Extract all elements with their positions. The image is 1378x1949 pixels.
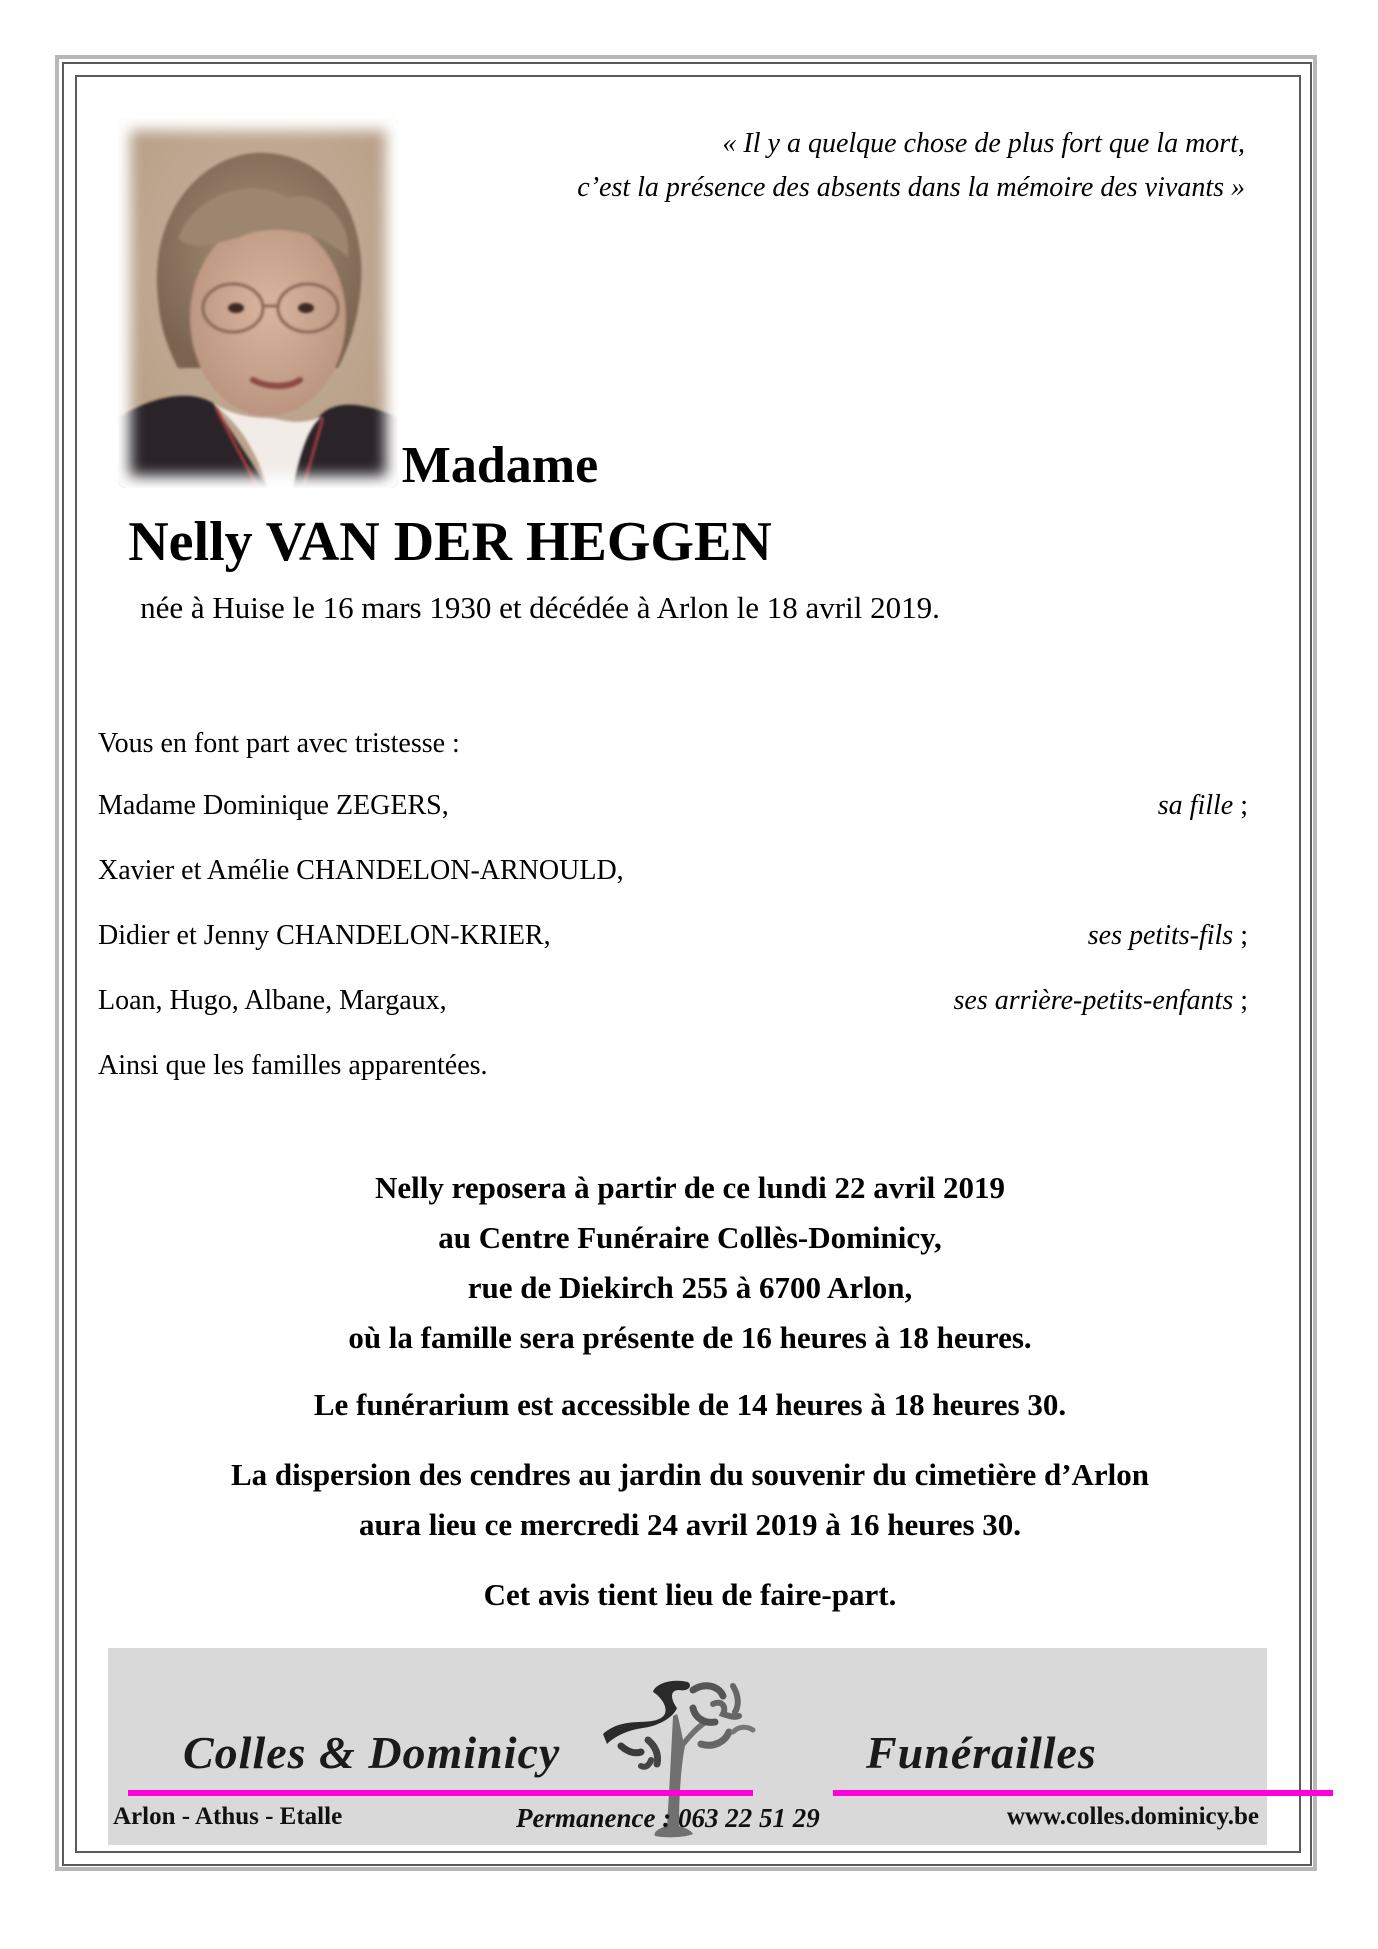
honorific: Madame [401,437,599,494]
family-relation: ses petits-fils ; [1087,920,1248,951]
funerarium-hours: Le funérarium est accessible de 14 heures à 18 heures 30. [313,1387,1067,1422]
accent-rule-right [833,1790,1333,1796]
family-closing-text: Ainsi que les familles apparentées. [98,1050,488,1081]
notice-text: Cet avis tient lieu de faire-part. [483,1577,897,1612]
visitation-line: où la famille sera présente de 16 heures à 18 heures. [348,1320,1032,1355]
visitation-line: Nelly reposera à partir de ce lundi 22 avril 2019 [375,1170,1005,1205]
family-member: Loan, Hugo, Albane, Margaux, [98,985,447,1016]
family-row [98,920,1248,960]
brand-name: Colles & Dominicy [183,1727,561,1778]
family-relation: ses arrière-petits-enfants ; [953,985,1248,1016]
family-row [98,985,1248,1025]
brand-tagline: Funérailles [866,1727,1097,1778]
family-row [98,855,1248,895]
accent-rule-left [128,1790,753,1796]
visitation-line: au Centre Funéraire Collès-Dominicy, [438,1220,942,1255]
deceased-name: Nelly VAN DER HEGGEN [128,511,772,573]
phone-number: Permanence : 063 22 51 29 [516,1803,820,1833]
photo-vignette [118,118,398,488]
family-row [98,790,1248,830]
family-member: Xavier et Amélie CHANDELON-ARNOULD, [98,855,624,886]
family-intro-text: Vous en font part avec tristesse : [98,728,460,759]
birth-death-dates: née à Huise le 16 mars 1930 et décédée à Arlon le 18 avril 2019. [140,590,940,625]
family-member: Madame Dominique ZEGERS, [98,790,449,821]
family-intro [98,728,1248,760]
ceremony-line: La dispersion des cendres au jardin du souvenir du cimetière d’Arlon [230,1457,1150,1492]
ceremony-info [80,1450,1300,1550]
funeral-home-banner [108,1648,1267,1845]
ceremony-line: aura lieu ce mercredi 24 avril 2019 à 16 heures 30. [358,1507,1022,1542]
locations: Arlon - Athus - Etalle [113,1803,343,1830]
family-member: Didier et Jenny CHANDELON-KRIER, [98,920,551,951]
family-closing [98,1050,1248,1090]
visitation-line: rue de Diekirch 255 à 6700 Arlon, [467,1270,913,1305]
visitation-info [80,1163,1300,1363]
website-link[interactable]: www.colles.dominicy.be [1006,1803,1259,1830]
quote-line-2: c’est la présence des absents dans la mémoire des vivants » [577,172,1245,203]
quote-line-1: « Il y a quelque chose de plus fort que la mort, [722,128,1245,159]
portrait-photo [118,118,398,488]
epigraph-quote [577,122,1245,210]
family-relation: sa fille ; [1157,790,1248,821]
